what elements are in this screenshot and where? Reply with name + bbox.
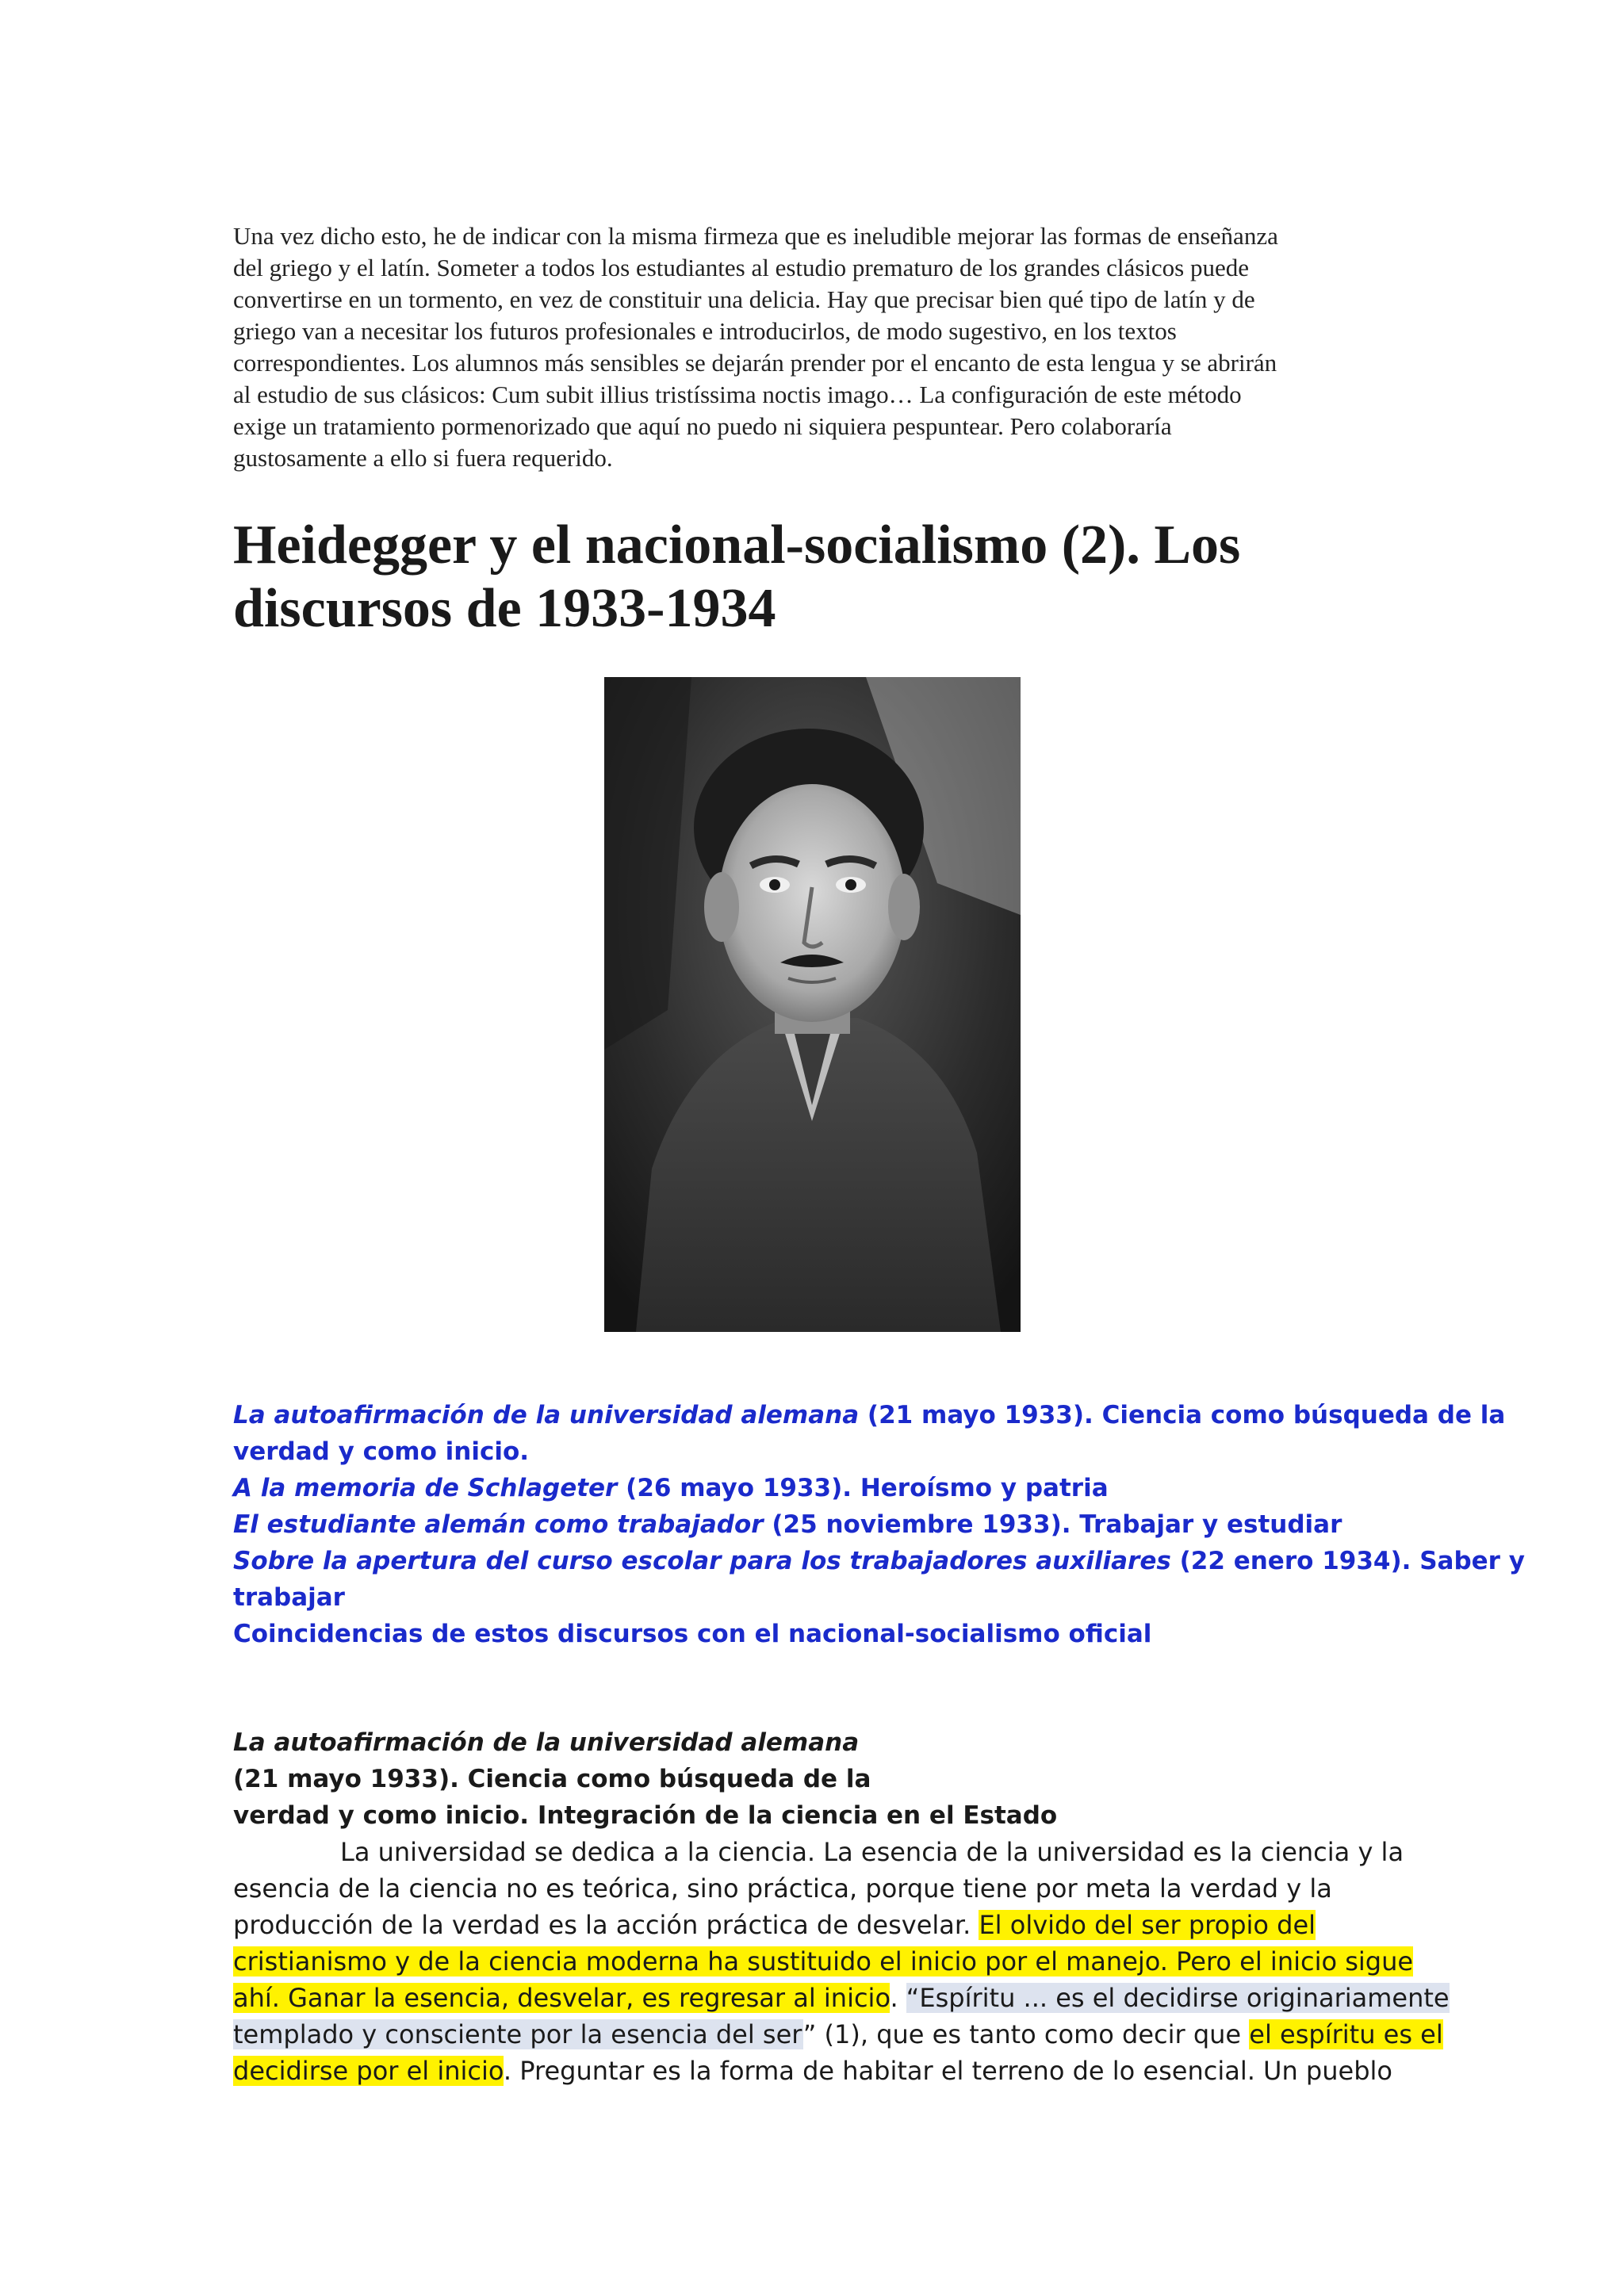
table-of-contents — [233, 1397, 1525, 1652]
intro-line: convertirse en un tormento, en vez de constituir una delicia. Hay que precisar bien qué tipo de latín y de — [233, 285, 1255, 313]
section-heading-line-1 — [233, 1724, 1407, 1797]
toc-item-subtitle: (26 mayo 1933). Heroísmo y patria — [617, 1474, 1109, 1502]
toc-item-continuation[interactable] — [233, 1433, 1407, 1470]
body-line: La universidad se dedica a la ciencia. La esencia de la universidad es la ciencia y la — [340, 1837, 1404, 1867]
body-line — [233, 1980, 1450, 2016]
toc-item-subtitle: (22 enero 1934). Saber y — [1170, 1547, 1525, 1575]
toc-link-autoafirmacion[interactable] — [233, 1401, 1505, 1429]
body-paragraph — [233, 1834, 1450, 2089]
toc-item[interactable] — [233, 1397, 1506, 1433]
highlight-blue: “Espíritu ... es el decidirse originariamente — [906, 1983, 1450, 2013]
title-line-2: discursos de 1933-1934 — [233, 578, 776, 639]
intro-line: del griego y el latín. Someter a todos los estudiantes al estudio prematuro de los grandes clásicos puede — [233, 254, 1250, 281]
toc-item[interactable] — [233, 1616, 1407, 1652]
toc-item-subtitle: (21 mayo 1933). Ciencia como búsqueda de la — [859, 1401, 1506, 1429]
intro-line: al estudio de sus clásicos: Cum subit illius tristíssima noctis imago… La configuración de este método — [233, 381, 1242, 408]
body-line — [233, 1943, 1423, 1980]
highlight-yellow: decidirse por el inicio — [233, 2056, 504, 2086]
body-text-run: ” (1), que es tanto como decir que — [802, 2019, 1250, 2049]
toc-item[interactable] — [233, 1470, 1407, 1506]
toc-link-estudiante[interactable] — [233, 1510, 1342, 1539]
toc-item-title: La autoafirmación de la universidad alemana — [233, 1401, 860, 1429]
intro-line: correspondientes. Los alumnos más sensibles se dejarán prender por el encanto de esta lengua y se abrirán — [233, 349, 1277, 377]
intro-line: Una vez dicho esto, he de indicar con la misma firmeza que es ineludible mejorar las formas de enseñanza — [233, 222, 1278, 250]
section-heading-line-2: verdad y como inicio. Integración de la ciencia en el Estado — [233, 1801, 1058, 1830]
toc-item[interactable] — [233, 1543, 1525, 1579]
toc-link-coincidencias[interactable]: Coincidencias de estos discursos con el nacional-socialismo oficial — [233, 1620, 1152, 1648]
toc-item-title: A la memoria de Schlageter — [233, 1474, 618, 1502]
body-text-run: producción de la verdad es la acción práctica de desvelar. — [233, 1910, 979, 1940]
highlight-yellow: el espíritu es el — [1249, 2019, 1443, 2049]
section-heading-title: La autoafirmación de la universidad alemana — [233, 1728, 860, 1757]
body-text-run: . — [890, 1983, 906, 2013]
body-text-run: . Preguntar es la forma de habitar el terreno de lo esencial. Un pueblo — [503, 2056, 1392, 2086]
toc-link-schlageter[interactable] — [233, 1474, 1109, 1502]
section-heading-subtitle: (21 mayo 1933). Ciencia como búsqueda de la — [233, 1765, 871, 1793]
body-line: esencia de la ciencia no es teórica, sino práctica, porque tiene por meta la verdad y la — [233, 1873, 1332, 1904]
toc-link-autoafirmacion-cont[interactable]: verdad y como inicio. — [233, 1437, 530, 1466]
highlight-yellow: ahí. Ganar la esencia, desvelar, es regresar al inicio — [233, 1983, 891, 2013]
toc-link-apertura[interactable] — [233, 1547, 1525, 1575]
toc-item-continuation[interactable] — [233, 1579, 1407, 1616]
highlight-yellow: El olvido del ser propio del — [979, 1910, 1316, 1940]
toc-item-title: Sobre la apertura del curso escolar para los trabajadores auxiliares — [233, 1547, 1171, 1575]
toc-item[interactable] — [233, 1506, 1407, 1543]
highlight-yellow: cristianismo y de la ciencia moderna ha sustituido el inicio por el manejo. Pero el inicio sigue — [233, 1946, 1414, 1976]
intro-line: griego van a necesitar los futuros profesionales e introducirlos, de modo sugestivo, en los textos — [233, 317, 1177, 345]
portrait-image — [604, 677, 1021, 1332]
title-line-1: Heidegger y el nacional-socialismo (2). Los — [233, 515, 1241, 576]
toc-item-subtitle: (25 noviembre 1933). Trabajar y estudiar — [763, 1510, 1342, 1539]
toc-item-title: El estudiante alemán como trabajador — [233, 1510, 764, 1539]
body-line — [233, 2053, 1423, 2089]
intro-line: gustosamente a ello si fuera requerido. — [233, 444, 613, 472]
intro-line: exige un tratamiento pormenorizado que aquí no puedo ni siquiera pespuntear. Pero colaboraría — [233, 412, 1172, 440]
toc-link-apertura-cont[interactable]: trabajar — [233, 1583, 345, 1612]
section-heading — [233, 1724, 1407, 1834]
body-line — [233, 2016, 1443, 2053]
body-line — [233, 1907, 1423, 1943]
article-title — [233, 514, 1407, 641]
intro-paragraph — [233, 220, 1399, 474]
highlight-blue: templado y consciente por la esencia del ser — [233, 2019, 803, 2049]
portrait-photo — [604, 677, 1021, 1332]
